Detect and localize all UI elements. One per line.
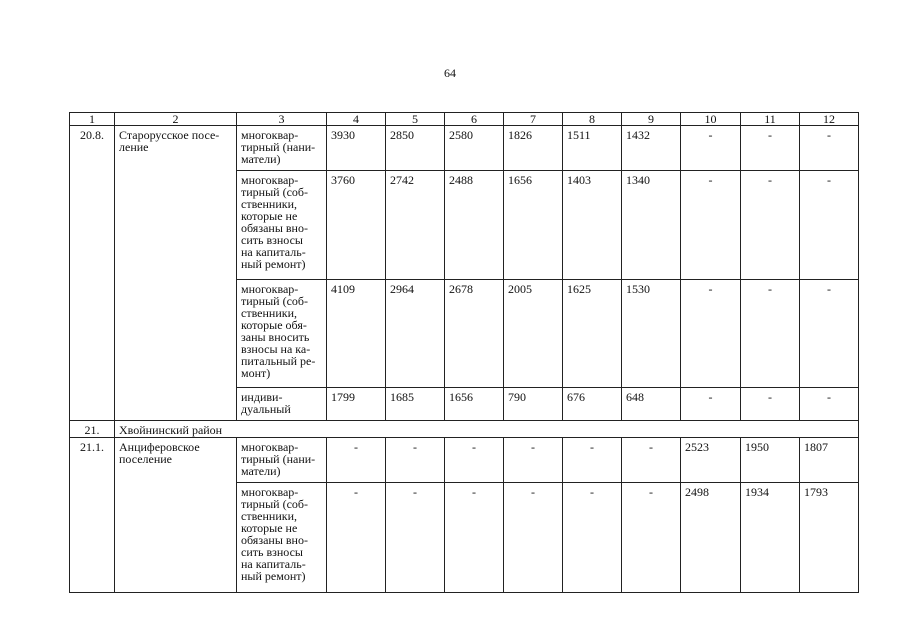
value-cell: 648 bbox=[622, 388, 681, 421]
value-cell: 3760 bbox=[327, 171, 386, 280]
page-number: 64 bbox=[444, 66, 456, 80]
value-cell: - bbox=[741, 280, 800, 388]
value-cell: 1511 bbox=[563, 126, 622, 171]
value-cell: 2488 bbox=[445, 171, 504, 280]
value-cell: - bbox=[445, 483, 504, 593]
column-header: 1 bbox=[70, 113, 115, 126]
settlement-name: Анциферовское поселение bbox=[115, 438, 237, 593]
value-cell: - bbox=[741, 126, 800, 171]
value-cell: 1432 bbox=[622, 126, 681, 171]
value-cell: - bbox=[563, 438, 622, 483]
building-type: многоквар- тирный (нани- матели) bbox=[237, 438, 327, 483]
value-cell: 2678 bbox=[445, 280, 504, 388]
value-cell: - bbox=[504, 438, 563, 483]
value-cell: - bbox=[741, 171, 800, 280]
value-cell: - bbox=[622, 483, 681, 593]
value-cell: 1934 bbox=[741, 483, 800, 593]
column-header: 6 bbox=[445, 113, 504, 126]
district-name: Хвойнинский район bbox=[115, 421, 859, 438]
table-row bbox=[70, 438, 859, 483]
column-header: 4 bbox=[327, 113, 386, 126]
value-cell: - bbox=[504, 483, 563, 593]
value-cell: 1950 bbox=[741, 438, 800, 483]
value-cell: - bbox=[681, 388, 741, 421]
value-cell: 790 bbox=[504, 388, 563, 421]
value-cell: 1656 bbox=[504, 171, 563, 280]
value-cell: 1793 bbox=[800, 483, 859, 593]
value-cell: - bbox=[563, 483, 622, 593]
column-header: 8 bbox=[563, 113, 622, 126]
value-cell: - bbox=[741, 388, 800, 421]
value-cell: 1656 bbox=[445, 388, 504, 421]
value-cell: 1685 bbox=[386, 388, 445, 421]
settlement-name: Старорусское посе- ление bbox=[115, 126, 237, 421]
value-cell: 1530 bbox=[622, 280, 681, 388]
column-header: 12 bbox=[800, 113, 859, 126]
value-cell: 2523 bbox=[681, 438, 741, 483]
value-cell: - bbox=[445, 438, 504, 483]
column-header: 7 bbox=[504, 113, 563, 126]
value-cell: 1826 bbox=[504, 126, 563, 171]
column-header: 2 bbox=[115, 113, 237, 126]
value-cell: 1403 bbox=[563, 171, 622, 280]
table-row bbox=[70, 126, 859, 171]
value-cell: 4109 bbox=[327, 280, 386, 388]
value-cell: - bbox=[681, 126, 741, 171]
value-cell: - bbox=[327, 483, 386, 593]
value-cell: - bbox=[327, 438, 386, 483]
column-header: 10 bbox=[681, 113, 741, 126]
value-cell: 2964 bbox=[386, 280, 445, 388]
column-header: 9 bbox=[622, 113, 681, 126]
tariff-table bbox=[69, 112, 859, 593]
value-cell: 1799 bbox=[327, 388, 386, 421]
value-cell: - bbox=[800, 388, 859, 421]
section-code: 21. bbox=[70, 421, 115, 438]
table-row bbox=[70, 421, 859, 438]
building-type: многоквар- тирный (соб- ственники, которые обя- заны вносить взносы на ка- питальный ре- монт) bbox=[237, 280, 327, 388]
building-type: многоквар- тирный (соб- ственники, которые не обязаны вно- сить взносы на капиталь- ный ремонт) bbox=[237, 171, 327, 280]
value-cell: 3930 bbox=[327, 126, 386, 171]
value-cell: 2580 bbox=[445, 126, 504, 171]
value-cell: - bbox=[622, 438, 681, 483]
building-type: многоквар- тирный (нани- матели) bbox=[237, 126, 327, 171]
value-cell: 1340 bbox=[622, 171, 681, 280]
value-cell: 1625 bbox=[563, 280, 622, 388]
value-cell: 2850 bbox=[386, 126, 445, 171]
building-type: многоквар- тирный (соб- ственники, которые не обязаны вно- сить взносы на капиталь- ный ремонт) bbox=[237, 483, 327, 593]
section-code: 21.1. bbox=[70, 438, 115, 593]
header-row bbox=[70, 113, 859, 126]
value-cell: 2498 bbox=[681, 483, 741, 593]
value-cell: - bbox=[386, 483, 445, 593]
column-header: 3 bbox=[237, 113, 327, 126]
value-cell: - bbox=[681, 280, 741, 388]
value-cell: 2005 bbox=[504, 280, 563, 388]
column-header: 5 bbox=[386, 113, 445, 126]
section-code: 20.8. bbox=[70, 126, 115, 421]
value-cell: - bbox=[681, 171, 741, 280]
value-cell: - bbox=[800, 126, 859, 171]
value-cell: - bbox=[800, 280, 859, 388]
value-cell: 676 bbox=[563, 388, 622, 421]
building-type: индиви- дуальный bbox=[237, 388, 327, 421]
value-cell: 2742 bbox=[386, 171, 445, 280]
value-cell: - bbox=[800, 171, 859, 280]
value-cell: 1807 bbox=[800, 438, 859, 483]
value-cell: - bbox=[386, 438, 445, 483]
column-header: 11 bbox=[741, 113, 800, 126]
